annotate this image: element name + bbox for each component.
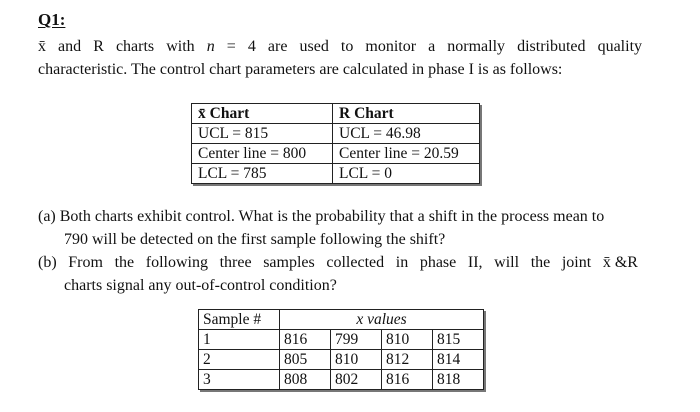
table-row bbox=[192, 164, 480, 184]
xbar-lcl: LCL = 785 bbox=[192, 164, 333, 184]
word: phase bbox=[419, 254, 457, 271]
header-sample-number: Sample # bbox=[199, 310, 280, 330]
sample-value: 810 bbox=[382, 330, 433, 350]
table-header-row bbox=[199, 310, 484, 330]
part-b-line-1 bbox=[38, 252, 638, 274]
xbar-center-line: Center line = 800 bbox=[192, 144, 333, 164]
sample-value: 808 bbox=[280, 370, 331, 390]
table-row bbox=[192, 144, 480, 164]
part-a-line-2: 790 will be detected on the first sample following the shift? bbox=[64, 231, 446, 248]
part-a-line-1: (a) Both charts exhibit control. What is the probability that a shift in the process mean to bbox=[38, 208, 605, 225]
xbar-ucl: UCL = 815 bbox=[192, 124, 333, 144]
header-r-chart: R Chart bbox=[333, 104, 480, 124]
sample-id: 1 bbox=[199, 330, 280, 350]
word: in bbox=[395, 254, 409, 271]
part-b-line-2: charts signal any out-of-control condition? bbox=[64, 277, 337, 294]
sample-id: 3 bbox=[199, 370, 280, 390]
sample-value: 815 bbox=[433, 330, 484, 350]
sample-value: 816 bbox=[382, 370, 433, 390]
sample-value: 805 bbox=[280, 350, 331, 370]
control-parameters-table bbox=[191, 103, 480, 184]
word: the bbox=[114, 254, 135, 271]
sample-id: 2 bbox=[199, 350, 280, 370]
table-header-row bbox=[192, 104, 480, 124]
sample-value: 810 bbox=[331, 350, 382, 370]
word: collected bbox=[326, 254, 385, 271]
r-center-line: Center line = 20.59 bbox=[333, 144, 480, 164]
word: following bbox=[145, 254, 208, 271]
word: From bbox=[68, 254, 103, 271]
sample-value: 816 bbox=[280, 330, 331, 350]
table-row bbox=[199, 370, 484, 390]
table-row bbox=[199, 330, 484, 350]
sample-value: 818 bbox=[433, 370, 484, 390]
word: (b) bbox=[38, 254, 57, 271]
word: joint bbox=[561, 254, 592, 271]
word: will bbox=[494, 254, 520, 271]
word: three bbox=[219, 254, 252, 271]
samples-table bbox=[198, 309, 484, 390]
r-ucl: UCL = 46.98 bbox=[333, 124, 480, 144]
sample-value: 799 bbox=[331, 330, 382, 350]
intro-line-2: characteristic. The control chart parameters are calculated in phase I is as follows: bbox=[38, 61, 563, 78]
word: samples bbox=[263, 254, 315, 271]
table-row bbox=[192, 124, 480, 144]
sample-value: 812 bbox=[382, 350, 433, 370]
question-heading: Q1: bbox=[38, 10, 66, 29]
header-xbar-chart: x̄ Chart bbox=[192, 104, 333, 124]
word: x̄ &R bbox=[602, 254, 638, 271]
word: II, bbox=[467, 254, 483, 271]
table-row bbox=[199, 350, 484, 370]
word: the bbox=[530, 254, 551, 271]
intro-line-1: x̄ and R charts with n = 4 are used to monitor a normally distributed quality bbox=[38, 38, 643, 55]
header-x-values: x values bbox=[280, 310, 484, 330]
r-lcl: LCL = 0 bbox=[333, 164, 480, 184]
sample-value: 802 bbox=[331, 370, 382, 390]
sample-value: 814 bbox=[433, 350, 484, 370]
